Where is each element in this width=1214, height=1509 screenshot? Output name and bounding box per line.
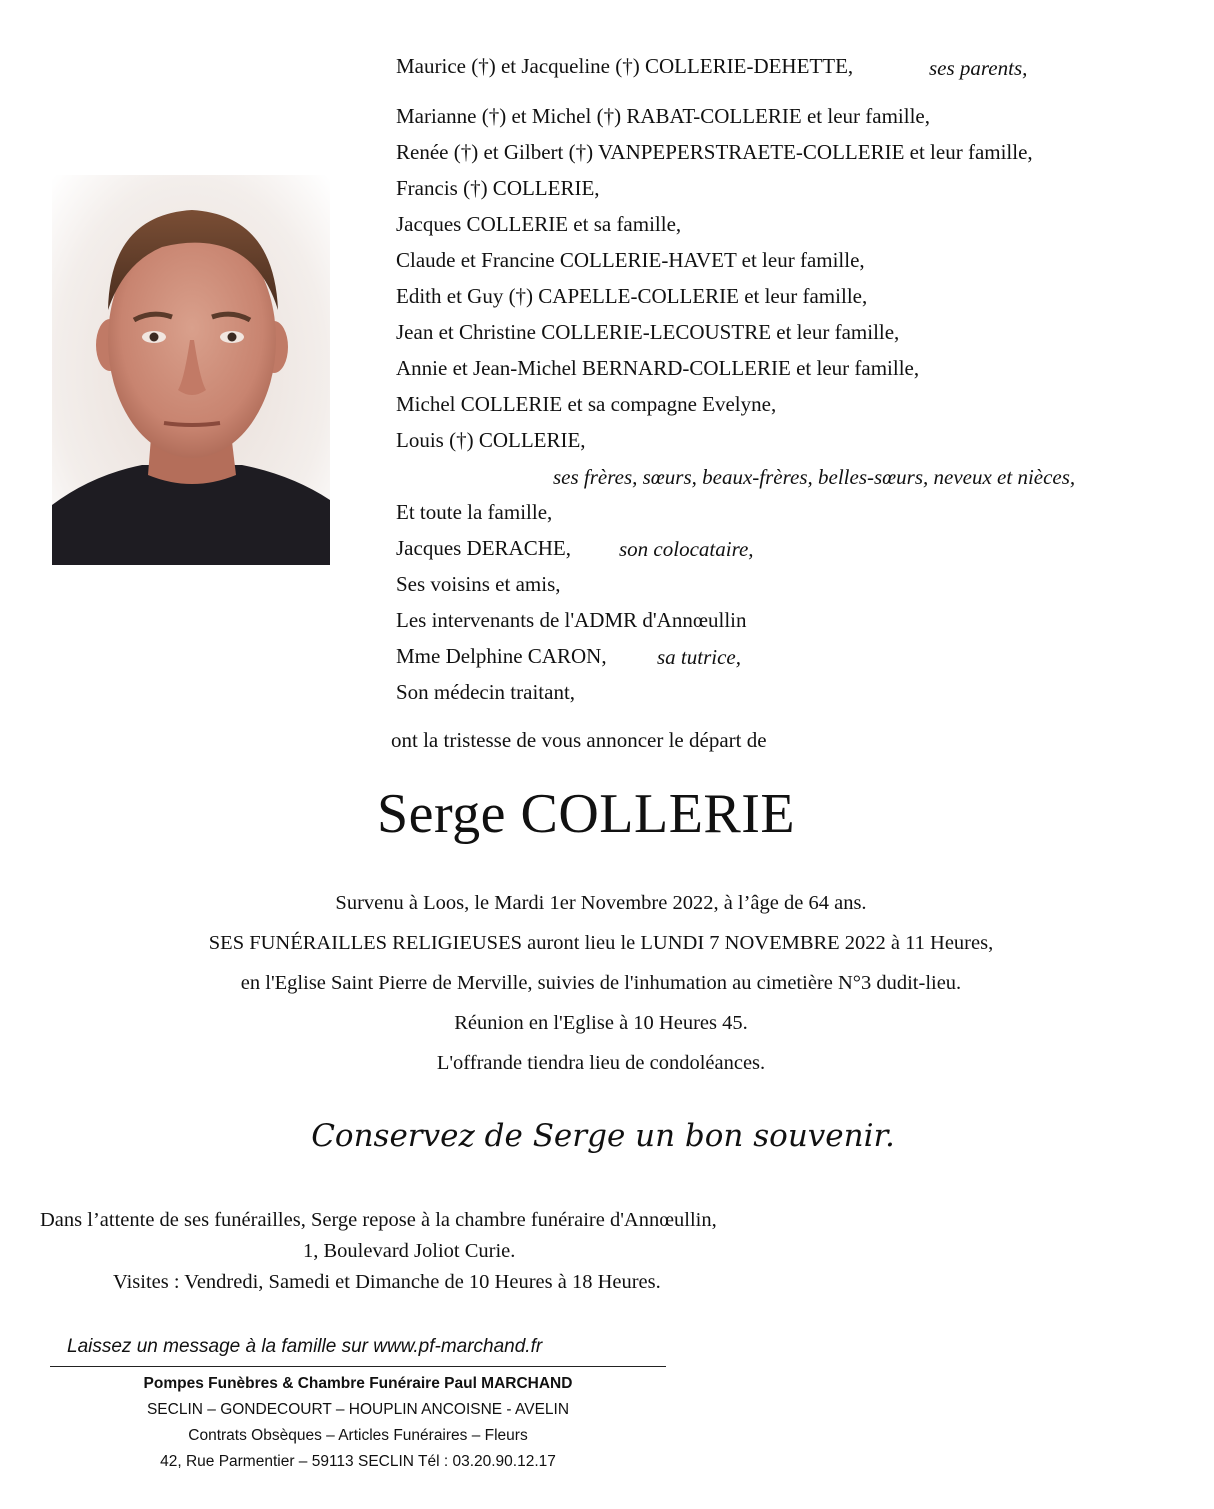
detail-line: Réunion en l'Eglise à 10 Heures 45.: [454, 1012, 748, 1034]
sibling-line: Michel COLLERIE et sa compagne Evelyne,: [396, 392, 777, 416]
company-locations: SECLIN – GONDECOURT – HOUPLIN ANCOISNE - AVELIN: [146, 1401, 570, 1418]
viewing-line: Dans l’attente de ses funérailles, Serge repose à la chambre funéraire d'Annœullin,: [40, 1209, 717, 1231]
whole-family-line: Et toute la famille,: [396, 500, 553, 524]
doctor-line: Son médecin traitant,: [396, 680, 576, 704]
siblings-role: ses frères, sœurs, beaux-frères, belles-sœurs, neveux et nièces,: [553, 465, 1076, 489]
detail-line: L'offrande tiendra lieu de condoléances.: [436, 1052, 766, 1074]
sibling-line: Jean et Christine COLLERIE-LECOUSTRE et leur famille,: [396, 320, 900, 344]
sibling-line: Jacques COLLERIE et sa famille,: [396, 212, 682, 236]
sibling-line: Louis (†) COLLERIE,: [396, 428, 586, 452]
company-name: Pompes Funèbres & Chambre Funéraire Paul MARCHAND: [143, 1375, 573, 1392]
roommate-name: Jacques DERACHE,: [396, 536, 571, 560]
deceased-name: Serge COLLERIE: [377, 783, 796, 845]
admr-line: Les intervenants de l'ADMR d'Annœullin: [396, 608, 747, 632]
parents-names: Maurice (†) et Jacqueline (†) COLLERIE-DEHETTE,: [396, 54, 854, 78]
portrait-photo: [52, 175, 330, 565]
footer-divider: [50, 1366, 666, 1367]
parents-line: [396, 54, 853, 79]
company-address: 42, Rue Parmentier – 59113 SECLIN Tél : 03.20.90.12.17: [160, 1453, 556, 1470]
detail-line: en l'Eglise Saint Pierre de Merville, suivies de l'inhumation au cimetière N°3 dudit-lieu.: [240, 972, 962, 994]
viewing-address: 1, Boulevard Joliot Curie.: [303, 1240, 516, 1262]
sibling-line: Renée (†) et Gilbert (†) VANPEPERSTRAETE-COLLERIE et leur famille,: [396, 140, 1033, 164]
parents-role: ses parents,: [929, 56, 1028, 80]
sibling-line: Annie et Jean-Michel BERNARD-COLLERIE et leur famille,: [396, 356, 920, 380]
sibling-line: Francis (†) COLLERIE,: [396, 176, 600, 200]
viewing-hours: Visites : Vendredi, Samedi et Dimanche de 10 Heures à 18 Heures.: [113, 1271, 661, 1293]
announcement-text: ont la tristesse de vous annoncer le départ de: [391, 728, 767, 752]
detail-line: Survenu à Loos, le Mardi 1er Novembre 2022, à l’âge de 64 ans.: [335, 892, 867, 914]
tutor-role: sa tutrice,: [657, 645, 741, 669]
roommate-role: son colocataire,: [619, 537, 754, 561]
memorial-motto: Conservez de Serge un bon souvenir.: [311, 1118, 895, 1154]
sibling-line: Marianne (†) et Michel (†) RABAT-COLLERIE et leur famille,: [396, 104, 930, 128]
neighbors-line: Ses voisins et amis,: [396, 572, 561, 596]
message-link[interactable]: Laissez un message à la famille sur www.pf-marchand.fr: [67, 1336, 543, 1357]
detail-line: SES FUNÉRAILLES RELIGIEUSES auront lieu le LUNDI 7 NOVEMBRE 2022 à 11 Heures,: [208, 932, 994, 954]
company-services: Contrats Obsèques – Articles Funéraires – Fleurs: [188, 1427, 528, 1444]
tutor-name: Mme Delphine CARON,: [396, 644, 607, 668]
sibling-line: Edith et Guy (†) CAPELLE-COLLERIE et leur famille,: [396, 284, 868, 308]
sibling-line: Claude et Francine COLLERIE-HAVET et leur famille,: [396, 248, 865, 272]
portrait-illustration: [52, 175, 330, 565]
